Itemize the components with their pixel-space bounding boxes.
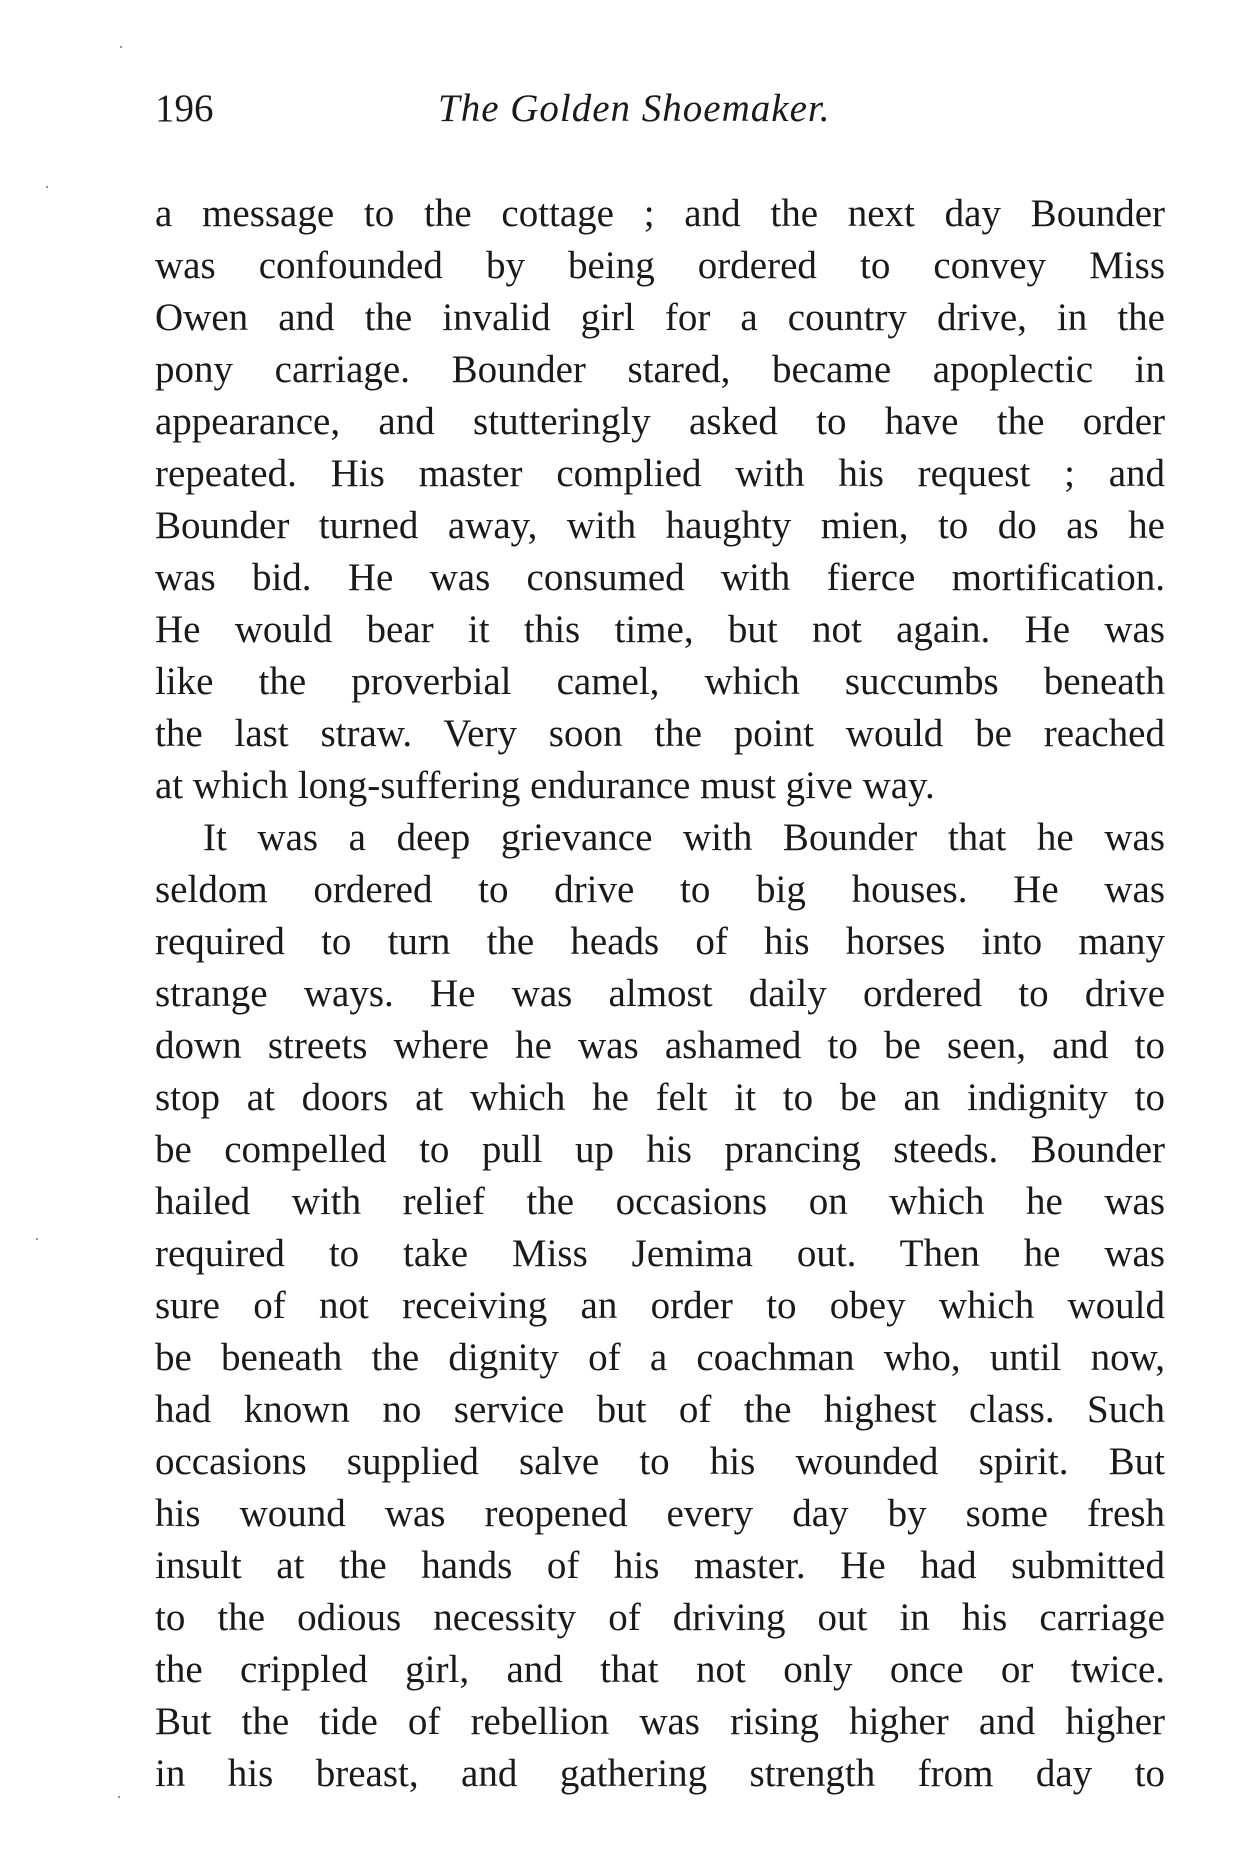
body-text — [155, 188, 1165, 1800]
scan-speck — [120, 46, 122, 48]
text-line: sure of not receiving an order to obey which would — [155, 1284, 1165, 1327]
text-line: be beneath the dignity of a coachman who, until now, — [155, 1336, 1165, 1379]
text-line: Owen and the invalid girl for a country drive, in the — [155, 296, 1165, 339]
text-line: He would bear it this time, but not again. He was — [155, 608, 1165, 651]
text-line: at which long-suffering endurance must give way. — [155, 764, 935, 807]
running-title: The Golden Shoemaker. — [438, 87, 831, 130]
text-line: It was a deep grievance with Bounder that he was — [203, 816, 1165, 859]
text-line: hailed with relief the occasions on which he was — [155, 1180, 1165, 1223]
scan-speck — [36, 1238, 38, 1240]
text-line: be compelled to pull up his prancing steeds. Bounder — [155, 1128, 1165, 1171]
text-line: Bounder turned away, with haughty mien, to do as he — [155, 504, 1165, 547]
text-line: his wound was reopened every day by some fresh — [155, 1492, 1165, 1535]
text-line: But the tide of rebellion was rising higher and higher — [155, 1700, 1165, 1743]
text-line: in his breast, and gathering strength from day to — [155, 1752, 1165, 1795]
text-line: strange ways. He was almost daily ordered to drive — [155, 972, 1165, 1015]
text-line: like the proverbial camel, which succumbs beneath — [155, 660, 1165, 703]
scan-speck — [46, 186, 48, 188]
text-line: to the odious necessity of driving out in his carriage — [155, 1596, 1165, 1639]
text-line: was bid. He was consumed with fierce mortification. — [155, 556, 1165, 599]
running-head — [155, 86, 1155, 146]
text-line: the last straw. Very soon the point would be reached — [155, 712, 1165, 755]
text-line: was confounded by being ordered to convey Miss — [155, 244, 1165, 287]
text-line: occasions supplied salve to his wounded spirit. But — [155, 1440, 1165, 1483]
text-line: required to take Miss Jemima out. Then he was — [155, 1232, 1165, 1275]
text-line: insult at the hands of his master. He had submitted — [155, 1544, 1165, 1587]
page-number: 196 — [155, 87, 214, 130]
text-line: appearance, and stutteringly asked to have the order — [155, 400, 1165, 443]
text-line: down streets where he was ashamed to be seen, and to — [155, 1024, 1165, 1067]
scan-speck — [118, 1796, 120, 1798]
text-line: repeated. His master complied with his request ; and — [155, 452, 1165, 495]
text-line: a message to the cottage ; and the next day Bounder — [155, 192, 1165, 235]
text-line: the crippled girl, and that not only once or twice. — [155, 1648, 1165, 1691]
text-line: pony carriage. Bounder stared, became apoplectic in — [155, 348, 1165, 391]
text-line: seldom ordered to drive to big houses. He was — [155, 868, 1165, 911]
text-line: stop at doors at which he felt it to be an indignity to — [155, 1076, 1165, 1119]
text-line: required to turn the heads of his horses into many — [155, 920, 1165, 963]
text-line: had known no service but of the highest class. Such — [155, 1388, 1165, 1431]
